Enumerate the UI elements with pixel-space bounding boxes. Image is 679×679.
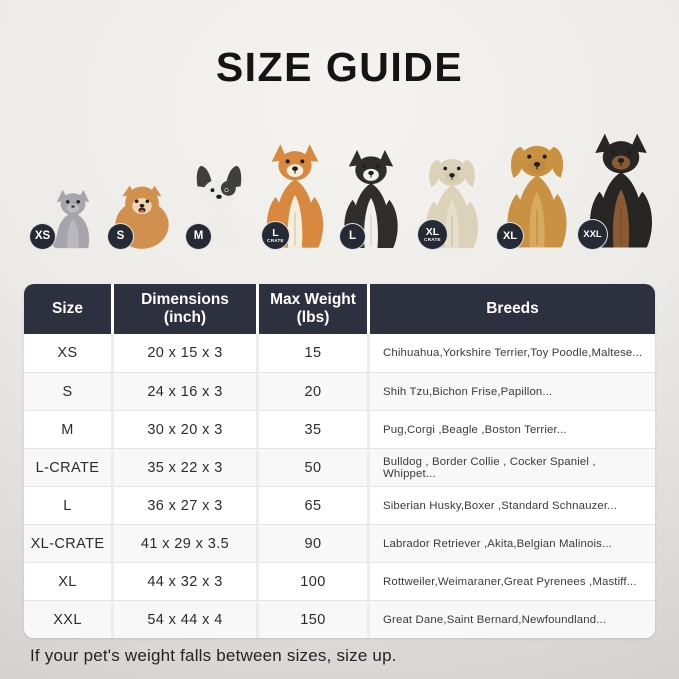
cell-size: L	[24, 486, 111, 524]
cell-max-weight: 20	[259, 372, 367, 410]
header-label: Breeds	[486, 299, 539, 317]
column-header-dimensions	[114, 284, 256, 334]
cell-dimensions: 24 x 16 x 3	[114, 372, 256, 410]
size-badge-xl-crate	[417, 219, 448, 250]
column-header-size	[24, 284, 111, 334]
cell-dimensions: 54 x 44 x 4	[114, 600, 256, 638]
cell-dimensions: 41 x 29 x 3.5	[114, 524, 256, 562]
size-badge-m	[185, 223, 212, 250]
badge-label: XL	[502, 229, 518, 242]
table-row-m	[24, 410, 655, 448]
cell-breeds: Chihuahua,Yorkshire Terrier,Toy Poodle,Maltese...	[370, 334, 655, 372]
size-guide-table	[24, 284, 655, 638]
size-badge-xxl	[577, 219, 608, 250]
table-row-xl	[24, 562, 655, 600]
header-label: Max Weight	[270, 290, 356, 308]
column-header-breeds	[370, 284, 655, 334]
table-row-l-crate	[24, 448, 655, 486]
header-sublabel: (inch)	[163, 309, 207, 326]
table-row-xxl	[24, 600, 655, 638]
cell-dimensions: 36 x 27 x 3	[114, 486, 256, 524]
cell-size: XXL	[24, 600, 111, 638]
badge-label: XS	[34, 229, 51, 242]
size-badge-s	[107, 223, 134, 250]
cell-size: XS	[24, 334, 111, 372]
size-badge-l-crate	[261, 221, 290, 250]
cell-max-weight: 100	[259, 562, 367, 600]
cell-dimensions: 30 x 20 x 3	[114, 410, 256, 448]
cell-max-weight: 65	[259, 486, 367, 524]
cell-max-weight: 35	[259, 410, 367, 448]
cell-size: XL-CRATE	[24, 524, 111, 562]
header-label: Dimensions	[141, 290, 229, 308]
table-row-xl-crate	[24, 524, 655, 562]
cell-max-weight: 15	[259, 334, 367, 372]
badge-label: XL	[425, 225, 440, 238]
cell-breeds: Labrador Retriever ,Akita,Belgian Malinois...	[370, 524, 655, 562]
cell-breeds: Shih Tzu,Bichon Frise,Papillon...	[370, 372, 655, 410]
size-badge-xl	[496, 222, 524, 250]
cell-max-weight: 90	[259, 524, 367, 562]
cell-breeds: Bulldog , Border Collie , Cocker Spaniel , Whippet...	[370, 448, 655, 486]
animal-lineup	[0, 110, 679, 252]
table-row-s	[24, 372, 655, 410]
cell-breeds: Rottweiler,Weimaraner,Great Pyrenees ,Mastiff...	[370, 562, 655, 600]
cell-dimensions: 35 x 22 x 3	[114, 448, 256, 486]
size-badge-l	[339, 223, 366, 250]
badge-label: XXL	[583, 228, 602, 240]
cell-max-weight: 50	[259, 448, 367, 486]
cell-size: XL	[24, 562, 111, 600]
cell-size: S	[24, 372, 111, 410]
badge-label: M	[193, 229, 204, 242]
badge-label: L	[348, 229, 357, 242]
column-header-max-weight	[259, 284, 367, 334]
header-label: Size	[51, 299, 83, 317]
cell-breeds: Pug,Corgi ,Beagle ,Boston Terrier...	[370, 410, 655, 448]
cell-breeds: Siberian Husky,Boxer ,Standard Schnauzer...	[370, 486, 655, 524]
cell-size: M	[24, 410, 111, 448]
table-header-row	[24, 284, 655, 334]
badge-sublabel: CRATE	[267, 238, 284, 243]
sizing-footnote: If your pet's weight falls between sizes, size up.	[30, 646, 397, 665]
size-badge-xs	[29, 223, 56, 250]
header-sublabel: (lbs)	[296, 309, 330, 326]
cell-breeds: Great Dane,Saint Bernard,Newfoundland...	[370, 600, 655, 638]
cell-dimensions: 20 x 15 x 3	[114, 334, 256, 372]
cell-max-weight: 150	[259, 600, 367, 638]
badge-label: L	[272, 226, 279, 239]
table-row-l	[24, 486, 655, 524]
cell-dimensions: 44 x 32 x 3	[114, 562, 256, 600]
badge-sublabel: CRATE	[424, 237, 441, 242]
page-title: SIZE GUIDE	[215, 44, 464, 90]
cell-size: L-CRATE	[24, 448, 111, 486]
badge-label: S	[116, 229, 125, 242]
table-row-xs	[24, 334, 655, 372]
